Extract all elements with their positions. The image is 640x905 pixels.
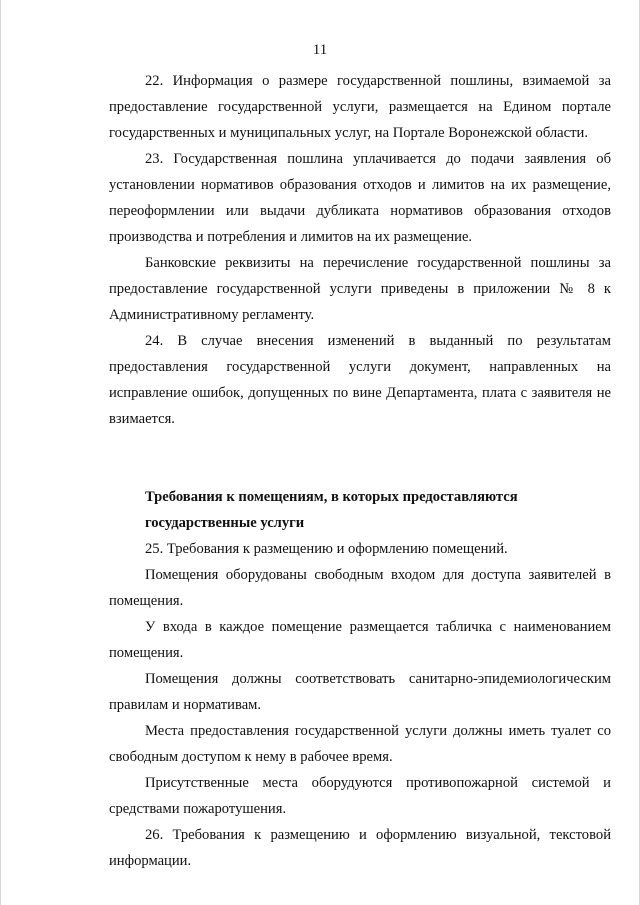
paragraph-23: 23. Государственная пошлина уплачивается до подачи заявления об установлении нормативов образования отходов и лимитов на их размещение, переоформлении или выдачи дубликата нормативов образования отходов производства и потребления и лимитов на их размещение. [109, 151, 611, 245]
paragraph-bank-details: Банковские реквизиты на перечисление государственной пошлины за предоставление государственной услуги приведены в приложении № 8 к Административному регламенту. [109, 255, 611, 323]
section-heading-line-2: государственные услуги [145, 515, 305, 531]
section-spacer [109, 458, 611, 484]
document-body [109, 68, 611, 874]
section-spacer [109, 432, 611, 458]
paragraph-22: 22. Информация о размере государственной пошлины, взимаемой за предоставление государственной услуги, размещается на Едином портале государственных и муниципальных услуг, на Портале Воронежской области. [109, 73, 611, 141]
page-number: 11 [312, 42, 328, 58]
paragraph-signboard: У входа в каждое помещение размещается табличка с наименованием помещения. [109, 619, 611, 661]
paragraph-free-entry: Помещения оборудованы свободным входом для доступа заявителей в помещения. [109, 567, 611, 609]
paragraph-26: 26. Требования к размещению и оформлению визуальной, текстовой информации. [109, 827, 611, 869]
paragraph-25: 25. Требования к размещению и оформлению помещений. [145, 541, 508, 557]
paragraph-fire-safety: Присутственные места оборудуются противопожарной системой и средствами пожаротушения. [109, 775, 611, 817]
paragraph-toilet: Места предоставления государственной услуги должны иметь туалет со свободным доступом к нему в рабочее время. [109, 723, 611, 765]
paragraph-24: 24. В случае внесения изменений в выданный по результатам предоставления государственной услуги документ, направленных на исправление ошибок, допущенных по вине Департамента, плата с заявителя не взимается. [109, 333, 611, 427]
section-heading-line-1: Требования к помещениям, в которых предоставляются [145, 489, 518, 505]
paragraph-sanitary: Помещения должны соответствовать санитарно-эпидемиологическим правилам и нормативам. [109, 671, 611, 713]
